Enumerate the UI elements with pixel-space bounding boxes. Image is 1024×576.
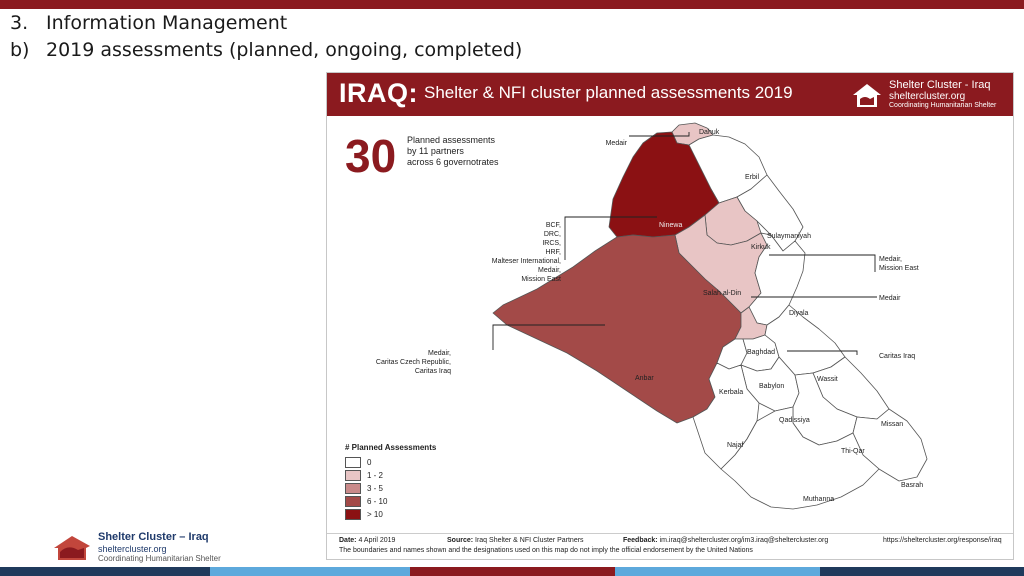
legend-label: 1 - 2 [367,470,384,480]
partners-ninewa: HRF, [545,249,561,256]
footer-date-value: 4 April 2019 [358,537,396,544]
label-kirkuk: Kirkuk [751,244,771,251]
top-accent-bar [0,0,1024,9]
legend-item [345,482,436,494]
partners-ninewa: Malteser International, [491,258,561,265]
legend-item [345,456,436,468]
heading-2-number: b) [10,39,30,61]
legend-title: # Planned Assessments [345,443,437,452]
partners-ninewa: DRC, [543,231,561,238]
label-diyala: Diyala [789,310,809,317]
partners-ninewa: Mission East [521,276,561,283]
map-header [327,73,1013,116]
label-anbar: Anbar [635,375,654,382]
partners-ninewa: IRCS, [542,240,561,247]
legend-swatch [345,509,361,520]
partners-anbar: Medair, [428,350,451,357]
total-assessments-number: 30 [345,130,397,182]
label-qadissiya: Qadissiya [779,417,810,424]
shelter-cluster-hands-icon [52,532,94,562]
map-title-text: Shelter & NFI cluster planned assessments 2019 [424,83,793,102]
label-basrah: Basrah [901,482,924,489]
legend-item [345,508,436,520]
map-title [339,78,793,109]
legend-item [345,495,436,507]
heading-1-number: 3. [10,12,29,34]
slide-heading-2 [10,39,522,61]
footer-logo-text [98,531,221,563]
label-thiqar: Thi-Qar [841,448,865,455]
partners-baghdad: Caritas Iraq [879,353,916,360]
legend-swatch [345,457,361,468]
footer-source-label: Source: [447,537,474,544]
footer-feedback-label: Feedback: [623,537,658,544]
partners-anbar: Caritas Iraq [414,368,451,375]
legend-label: 0 [367,457,372,467]
legend-label: > 10 [367,509,383,519]
label-salah: Salah al-Din [703,290,742,297]
partners-salah: Medair [879,295,901,302]
label-babylon: Babylon [759,383,785,390]
legend-label: 6 - 10 [367,496,388,506]
label-ninewa: Ninewa [659,222,683,229]
brand-url: sheltercluster.org [889,91,966,102]
label-baghdad: Baghdad [747,349,776,356]
map-footer [327,533,1013,560]
map-brand [889,79,996,109]
legend-label: 3 - 5 [367,483,384,493]
partners-ninewa: BCF, [545,222,561,229]
heading-1-text: Information Management [46,12,288,34]
shelter-cluster-logo-icon [851,81,883,109]
map-legend [345,443,436,521]
brand-tagline: Coordinating Humanitarian Shelter [889,102,997,109]
logo-url: sheltercluster.org [98,544,167,554]
label-dahuk: Dahuk [699,129,720,136]
label-missan: Missan [881,421,904,428]
legend-swatch [345,470,361,481]
footer-feedback [623,537,828,544]
label-kerbala: Kerbala [719,389,744,396]
bottom-accent-bar [0,567,1024,576]
footer-source-value: Iraq Shelter & NFI Cluster Partners [475,537,584,544]
summary-line: across 6 governotrates [407,157,499,167]
footer-url: https://sheltercluster.org/response/iraq [883,537,1002,544]
partners-kirkuk: Medair, [879,256,902,263]
assessment-map [326,72,1014,560]
brand-name: Shelter Cluster - Iraq [889,79,991,91]
footer-disclaimer: The boundaries and names shown and the designations used on this map do not imply the official endorsement by the United Nations [339,547,753,554]
label-wassit: Wassit [817,376,838,383]
footer-date-label: Date: [339,537,357,544]
summary-line: by 11 partners [407,146,464,156]
label-erbil: Erbil [745,174,760,181]
legend-swatch [345,483,361,494]
summary-line: Planned assessments [407,135,496,145]
footer-feedback-value: im.iraq@sheltercluster.org/im3.iraq@sheltercluster.org [659,537,829,544]
label-sulaymaniyah: Sulaymaniyah [767,233,811,240]
legend-item [345,469,436,481]
label-muthanna: Muthanna [803,496,835,503]
footer-source [447,537,584,544]
logo-tagline: Coordinating Humanitarian Shelter [98,554,221,563]
logo-name: Shelter Cluster – Iraq [98,531,209,543]
partners-kirkuk: Mission East [879,265,919,272]
heading-2-text: 2019 assessments (planned, ongoing, completed) [46,39,523,61]
footer-date [339,537,395,544]
partners-anbar: Caritas Czech Republic, [375,359,451,366]
label-najaf: Najaf [727,442,744,449]
legend-swatch [345,496,361,507]
partners-dahuk: Medair [605,140,627,147]
map-title-country: IRAQ: [339,78,418,108]
slide-heading-1 [10,12,287,34]
partners-ninewa: Medair, [538,267,561,274]
